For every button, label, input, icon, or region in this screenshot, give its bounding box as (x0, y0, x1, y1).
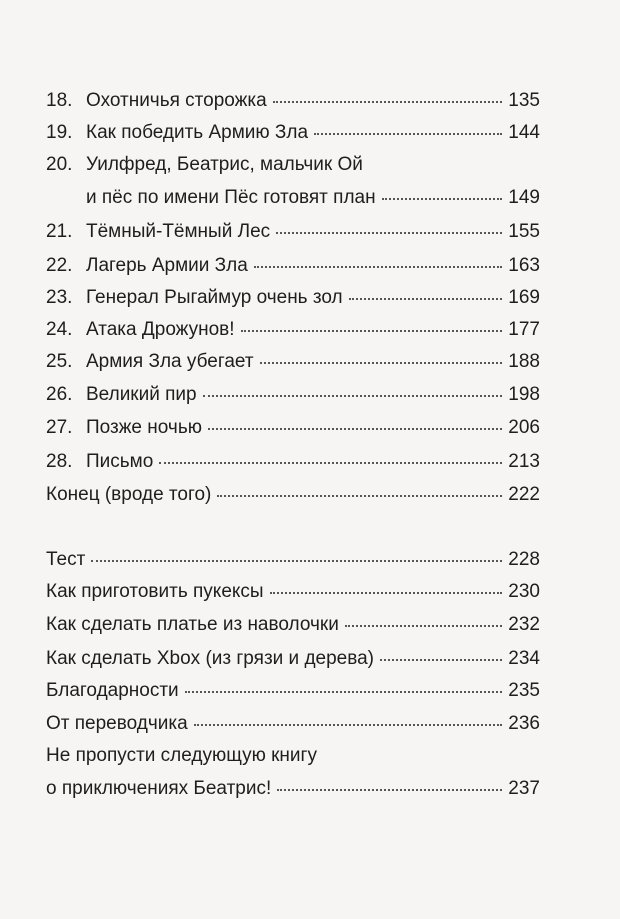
toc-entry[interactable] (46, 577, 540, 607)
page-number: 230 (508, 581, 540, 602)
toc-entry[interactable] (46, 315, 540, 345)
toc-entry[interactable] (46, 347, 540, 377)
chapter-number: 25. (46, 351, 73, 372)
page-number: 236 (508, 713, 540, 734)
chapter-title: Великий пир (86, 384, 197, 405)
section-title: Как сделать платье из наволочки (46, 614, 339, 635)
chapter-title: Атака Дрожунов! (86, 319, 235, 340)
chapter-title: Конец (вроде того) (46, 484, 212, 505)
toc-entry[interactable] (46, 610, 540, 640)
page-number: 232 (508, 614, 540, 635)
toc-entry[interactable] (46, 217, 540, 247)
toc-entry[interactable] (46, 480, 540, 510)
page-number: 155 (508, 221, 540, 242)
dot-leader (382, 198, 503, 200)
chapter-title: Армия Зла убегает (86, 351, 254, 372)
page-number: 163 (508, 255, 540, 276)
toc-entry[interactable] (46, 380, 540, 410)
dot-leader (277, 789, 502, 791)
toc-entry[interactable] (46, 447, 540, 477)
dot-leader (270, 592, 503, 594)
toc-entry[interactable] (46, 283, 540, 313)
page-number: 135 (508, 90, 540, 111)
page-number: 222 (508, 484, 540, 505)
dot-leader (273, 101, 503, 103)
page-number: 213 (508, 451, 540, 472)
toc-entry[interactable] (46, 545, 540, 575)
section-title: Тест (46, 549, 86, 570)
dot-leader (260, 362, 503, 364)
dot-leader (349, 298, 503, 300)
page-number: 206 (508, 417, 540, 438)
page-number: 234 (508, 648, 540, 669)
page-number: 177 (508, 319, 540, 340)
page-number: 228 (508, 549, 540, 570)
dot-leader (254, 266, 503, 268)
chapter-title: Позже ночью (86, 417, 202, 438)
dot-leader (380, 659, 502, 661)
chapter-title: Охотничья сторожка (86, 90, 267, 111)
chapter-title: Тёмный-Тёмный Лес (86, 221, 271, 242)
toc-entry[interactable] (46, 251, 540, 281)
page-number: 198 (508, 384, 540, 405)
section-title: о приключениях Беатрис! (46, 778, 272, 799)
page-number: 149 (508, 187, 540, 208)
toc-entry[interactable] (46, 709, 540, 739)
dot-leader (241, 330, 503, 332)
chapter-title: Генерал Рыгаймур очень зол (86, 287, 343, 308)
page-number: 169 (508, 287, 540, 308)
chapter-number: 23. (46, 287, 73, 308)
section-title: Как приготовить пукексы (46, 581, 264, 602)
section-title: Благодарности (46, 680, 179, 701)
toc-entry[interactable] (46, 118, 540, 148)
toc-entry[interactable] (46, 413, 540, 443)
dot-leader (159, 462, 502, 464)
dot-leader (217, 495, 502, 497)
section-title: От переводчика (46, 713, 188, 734)
page-number: 144 (508, 122, 540, 143)
section-title-line1: Не пропусти следующую книгу (46, 745, 317, 766)
dot-leader (91, 560, 502, 562)
chapter-title: Письмо (86, 451, 154, 472)
chapter-number: 28. (46, 451, 73, 472)
toc-entry[interactable] (46, 644, 540, 674)
chapter-number: 24. (46, 319, 73, 340)
page-number: 188 (508, 351, 540, 372)
dot-leader (276, 232, 502, 234)
dot-leader (194, 724, 503, 726)
chapter-title: Как победить Армию Зла (86, 122, 309, 143)
chapter-title-line1: Уилфред, Беатрис, мальчик Ой (86, 154, 363, 175)
chapter-number: 27. (46, 417, 73, 438)
dot-leader (185, 691, 503, 693)
toc-entry[interactable] (46, 676, 540, 706)
toc-entry[interactable] (46, 86, 540, 116)
section-title: Как сделать Xbox (из грязи и дерева) (46, 648, 375, 669)
dot-leader (208, 428, 502, 430)
dot-leader (345, 625, 502, 627)
chapter-title: Лагерь Армии Зла (86, 255, 248, 276)
toc-entry[interactable] (46, 774, 540, 804)
toc-entry[interactable] (46, 183, 540, 213)
chapter-number: 19. (46, 122, 73, 143)
chapter-number: 20. (46, 154, 73, 175)
chapter-number: 21. (46, 221, 73, 242)
chapter-title: и пёс по имени Пёс готовят план (86, 187, 376, 208)
page-number: 235 (508, 680, 540, 701)
dot-leader (203, 395, 503, 397)
toc-entry-line1[interactable] (46, 741, 540, 771)
toc-entry-line1[interactable] (46, 150, 540, 180)
dot-leader (314, 133, 502, 135)
chapter-number: 22. (46, 255, 73, 276)
chapter-number: 18. (46, 90, 73, 111)
page-number: 237 (508, 778, 540, 799)
chapter-number: 26. (46, 384, 73, 405)
